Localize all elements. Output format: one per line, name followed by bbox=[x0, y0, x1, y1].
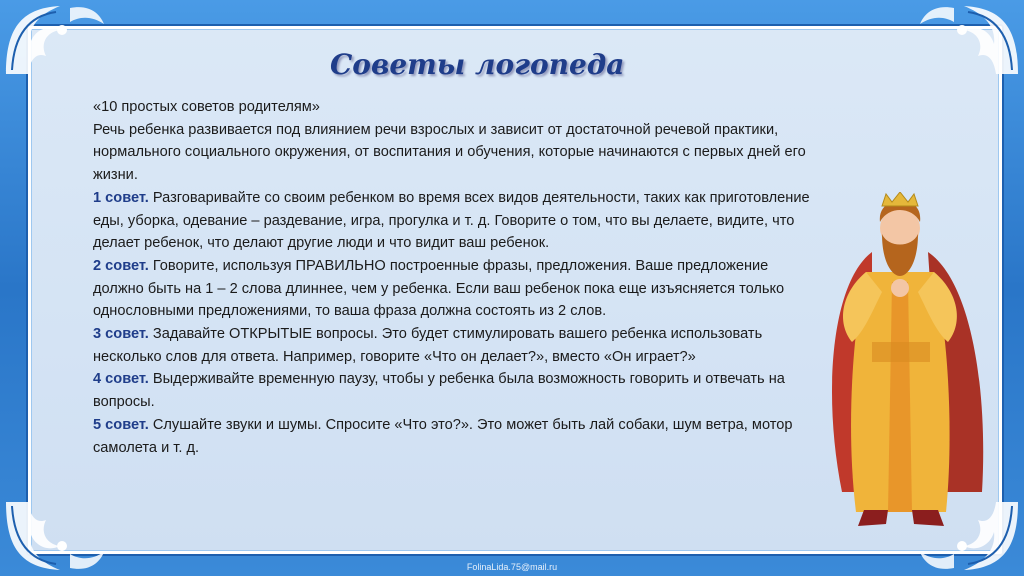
slide-body bbox=[93, 96, 821, 459]
tip-label: 5 совет. bbox=[93, 416, 149, 433]
tip-text: Говорите, используя ПРАВИЛЬНО построенные фразы, предложения. Ваше предложение должно быть на 1 – 2 слова длиннее, чем у ребенка. Если ваш ребенок пока еще изъясняется только однословными предложениями, то ваша фраза должна состоять из 2 слов. bbox=[93, 257, 785, 320]
tip-1 bbox=[93, 187, 821, 255]
tip-text: Выдерживайте временную паузу, чтобы у ребенка была возможность говорить и отвечать на вопросы. bbox=[93, 371, 785, 411]
tip-text: Задавайте ОТКРЫТЫЕ вопросы. Это будет стимулировать вашего ребенка использовать несколько слов для ответа. Например, говорите «Что он делает?», вместо «Он играет?» bbox=[93, 326, 763, 365]
tip-label: 4 совет. bbox=[93, 371, 149, 388]
corner-ornament-icon bbox=[0, 0, 110, 80]
slide-title: Советы логопеда bbox=[330, 48, 625, 81]
tip-2 bbox=[93, 255, 821, 323]
tip-4 bbox=[93, 368, 821, 413]
tip-label: 1 совет. bbox=[93, 189, 149, 206]
footer-credit: FolinaLida.75@mail.ru bbox=[466, 562, 558, 572]
intro-paragraph: Речь ребенка развивается под влиянием речи взрослых и зависит от достаточной речевой практики, нормального социального окружения, от воспитания и обучения, которые начинаются с первых дней его жизни. bbox=[93, 121, 806, 184]
tip-label: 3 совет. bbox=[93, 326, 149, 343]
subtitle: «10 простых советов родителям» bbox=[93, 99, 320, 115]
tip-label: 2 совет. bbox=[93, 257, 149, 274]
tip-3 bbox=[93, 323, 821, 368]
tip-5 bbox=[93, 414, 821, 459]
tip-text: Разговаривайте со своим ребенком во время всех видов деятельности, таких как приготовление еды, уборка, одевание – раздевание, игра, прогулка и т. д. Говорите о том, что вы делаете, видите, что делает ребенок, что делают другие люди и что видит ваш ребенок. bbox=[93, 189, 810, 252]
tip-text: Слушайте звуки и шумы. Спросите «Что это?». Это может быть лай собаки, шум ветра, мотор самолета и т. д. bbox=[93, 416, 793, 456]
corner-ornament-icon bbox=[914, 0, 1024, 80]
tsar-illustration-icon bbox=[812, 192, 988, 532]
